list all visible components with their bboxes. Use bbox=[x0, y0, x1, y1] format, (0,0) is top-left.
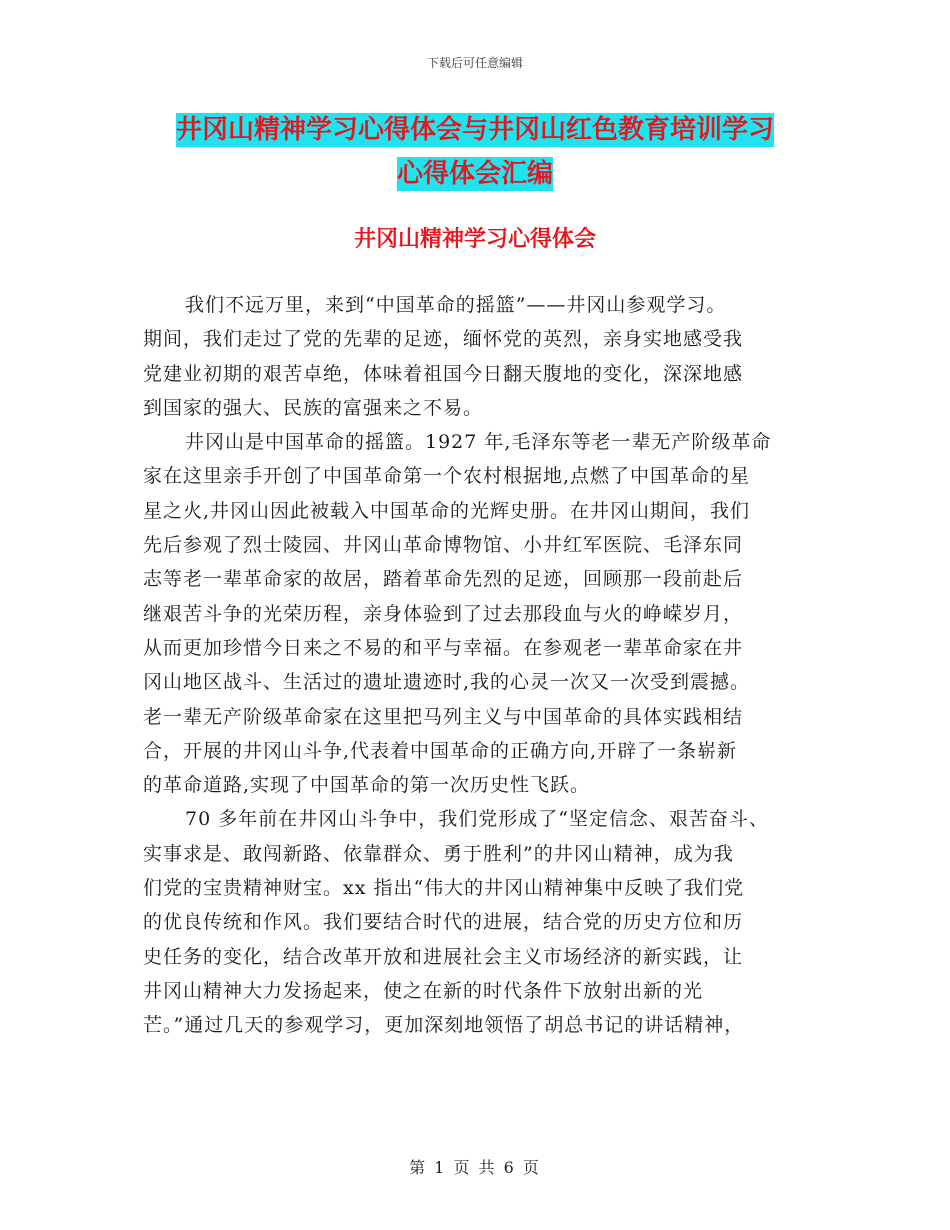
paragraph bbox=[143, 802, 823, 1042]
paragraph-line: 的革命道路,实现了中国革命的第一次历史性飞跃。 bbox=[143, 774, 591, 797]
paragraph-line: 期间，我们走过了党的先辈的足迹，缅怀党的英烈，亲身实地感受我 bbox=[143, 328, 744, 351]
paragraph-line: 继艰苦斗争的光荣历程，亲身体验到了过去那段血与火的峥嵘岁月， bbox=[143, 602, 744, 625]
paragraph-line: 家在这里亲手开创了中国革命第一个农村根据地,点燃了中国革命的星 bbox=[143, 465, 751, 488]
body-text bbox=[143, 288, 823, 1043]
paragraph bbox=[143, 425, 823, 802]
paragraph-line: 老一辈无产阶级革命家在这里把马列主义与中国革命的具体实践相结 bbox=[143, 705, 744, 728]
paragraph-line: 的优良传统和作风。我们要结合时代的进展，结合党的历史方位和历 bbox=[143, 911, 744, 934]
main-title-line-2-text: 心得体会汇编 bbox=[396, 159, 553, 189]
paragraph-line: 们党的宝贵精神财宝。xx 指出“伟大的井冈山精神集中反映了我们党 bbox=[143, 877, 745, 900]
paragraph-line: 实事求是、敢闯新路、依靠群众、勇于胜利”的井冈山精神，成为我 bbox=[143, 842, 734, 865]
main-title-line-1 bbox=[0, 114, 950, 146]
paragraph-line: 先后参观了烈士陵园、井冈山革命博物馆、小井红军医院、毛泽东同 bbox=[143, 534, 744, 557]
paragraph bbox=[143, 288, 823, 425]
paragraph-line: 从而更加珍惜今日来之不易的和平与幸福。在参观老一辈革命家在井 bbox=[143, 636, 744, 659]
paragraph-line: 到国家的强大、民族的富强来之不易。 bbox=[143, 396, 484, 419]
paragraph-line: 志等老一辈革命家的故居，踏着革命先烈的足迹，回顾那一段前赴后 bbox=[143, 568, 744, 591]
main-title-line-1-text: 井冈山精神学习心得体会与井冈山红色教育培训学习 bbox=[175, 115, 774, 145]
paragraph-line: 我们不远万里，来到“中国革命的摇篮”——井冈山参观学习。 bbox=[185, 294, 727, 316]
paragraph-line: 合，开展的井冈山斗争,代表着中国革命的正确方向,开辟了一条崭新 bbox=[143, 739, 738, 762]
paragraph-line: 芒。”通过几天的参观学习，更加深刻地领悟了胡总书记的讲话精神， bbox=[143, 1014, 745, 1037]
main-title-line-2 bbox=[0, 158, 950, 190]
header-note: 下载后可任意编辑 bbox=[426, 56, 523, 70]
paragraph-line: 党建业初期的艰苦卓绝，体味着祖国今日翻天腹地的变化，深深地感 bbox=[143, 362, 744, 385]
section-title: 井冈山精神学习心得体会 bbox=[353, 227, 596, 252]
paragraph-line: 星之火,井冈山因此被载入中国革命的光辉史册。在井冈山期间，我们 bbox=[143, 499, 751, 522]
paragraph-line: 井冈山精神大力发扬起来，使之在新的时代条件下放射出新的光 bbox=[143, 979, 704, 1002]
page-footer: 第 1 页 共 6 页 bbox=[409, 1158, 541, 1177]
paragraph-line: 井冈山是中国革命的摇篮。1927 年,毛泽东等老一辈无产阶级革命 bbox=[185, 431, 772, 454]
paragraph-line: 冈山地区战斗、生活过的遗址遗迹时,我的心灵一次又一次受到震撼。 bbox=[143, 671, 751, 694]
paragraph-line: 史任务的变化，结合改革开放和进展社会主义市场经济的新实践，让 bbox=[143, 945, 744, 968]
paragraph-line: 70 多年前在井冈山斗争中，我们党形成了“坚定信念、艰苦奋斗、 bbox=[185, 808, 769, 831]
